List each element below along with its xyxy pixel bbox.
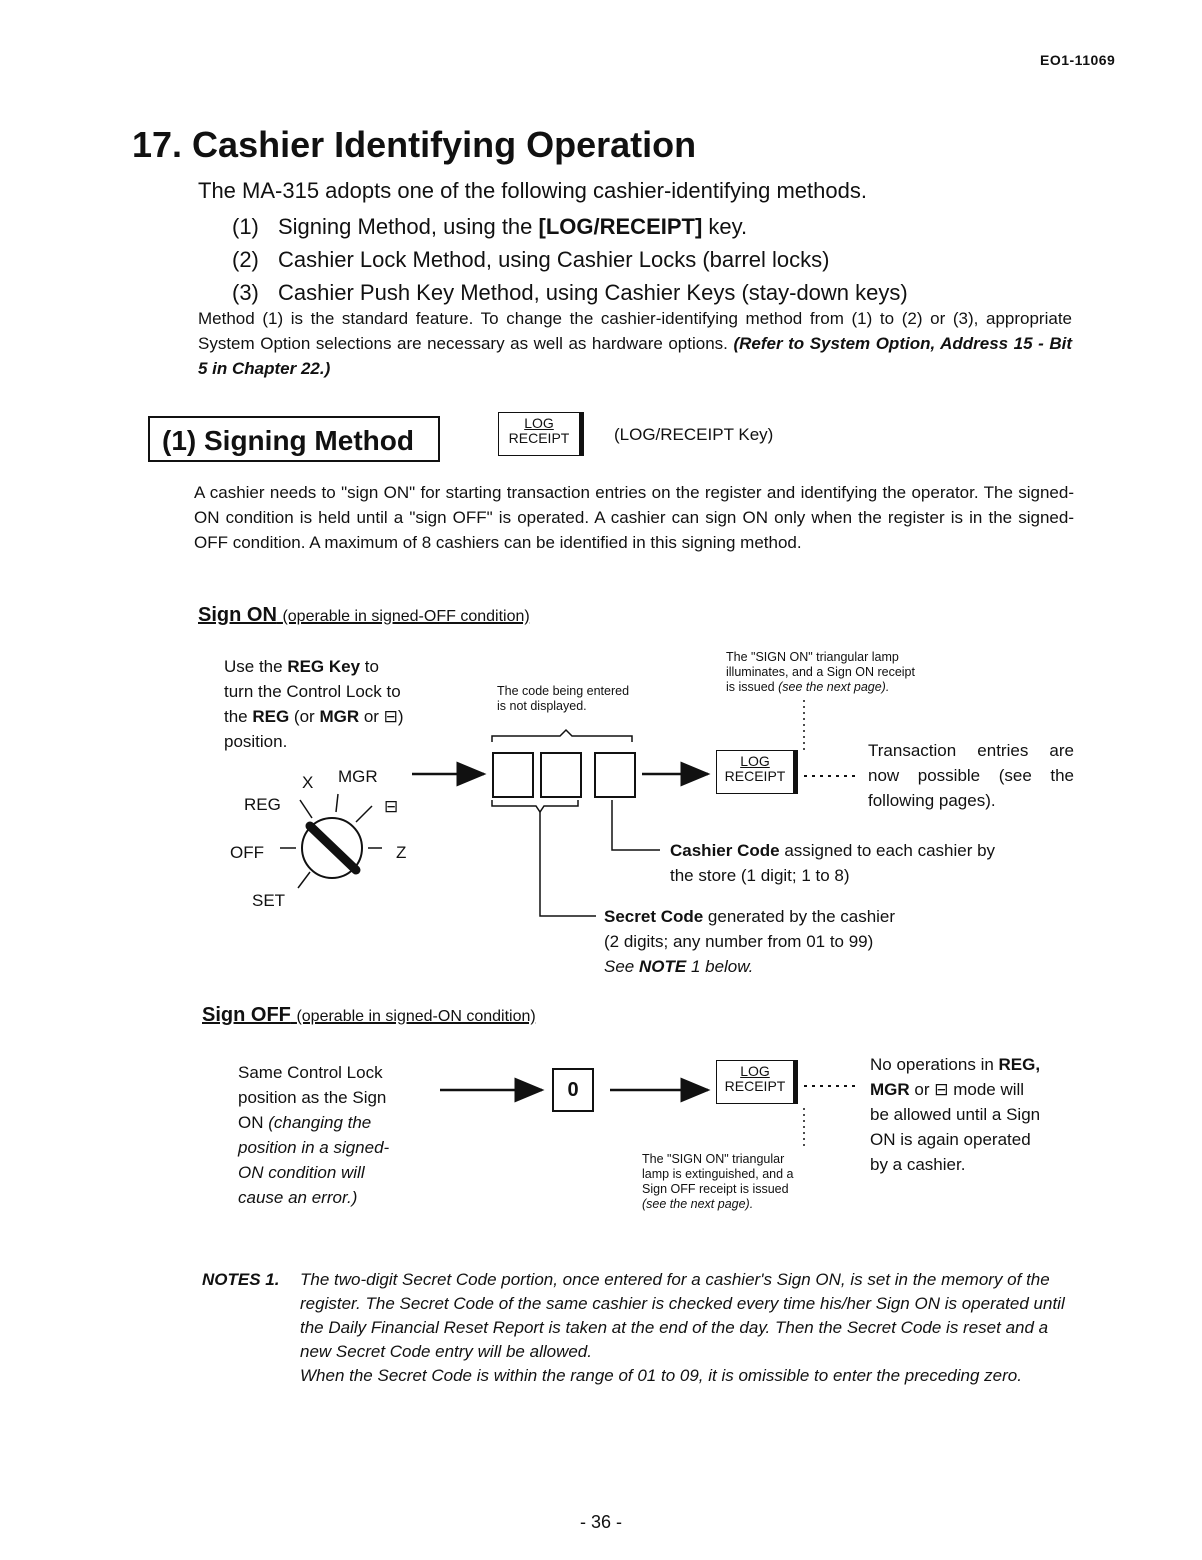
cashier-code-leader: [612, 800, 660, 850]
lock-label-x: X: [302, 773, 314, 792]
sign-off-heading: Sign OFF (operable in signed-ON condition): [202, 1004, 536, 1026]
control-lock-dial: [280, 794, 382, 888]
document-id: EO1-11069: [1040, 52, 1116, 68]
log-receipt-key: LOG RECEIPT: [716, 750, 798, 794]
lock-label-minus: ⊟: [384, 797, 399, 816]
sign-on-result: Transaction entries are now possible (see the following pages).: [868, 741, 1074, 810]
page-number: - 36 -: [579, 1512, 622, 1532]
sign-off-lamp-note: The "SIGN ON" triangular lamp is extinguished, and a Sign OFF receipt is issued (see the next page).: [642, 1152, 794, 1211]
list-item: (2) Cashier Lock Method, using Cashier Locks (barrel locks): [232, 247, 830, 272]
sign-on-instruction: Use the REG Key to turn the Control Lock to the REG (or MGR or ⊟) position.: [224, 657, 404, 751]
lock-label-reg: REG: [244, 795, 281, 814]
sign-on-lamp-note: The "SIGN ON" triangular lamp illuminates, and a Sign ON receipt is issued (see the next page).: [726, 650, 915, 694]
sign-on-heading: Sign ON (operable in signed-OFF condition): [198, 604, 530, 626]
list-item: (1) Signing Method, using the [LOG/RECEIPT] key.: [232, 214, 748, 239]
log-receipt-key: LOG RECEIPT: [716, 1060, 798, 1104]
log-receipt-key: LOG RECEIPT: [498, 412, 584, 456]
method-note: Method (1) is the standard feature. To change the cashier-identifying method from (1) to (2) or (3), appropriate System Option selections are necessary as well as hardware options. (Refer to System Option, Address 15 - Bit 5 in Chapter 22.): [198, 309, 1072, 378]
top-bracket: [492, 730, 632, 742]
list-item: (3) Cashier Push Key Method, using Cashier Keys (stay-down keys): [232, 280, 908, 305]
bottom-bracket: [492, 800, 578, 812]
section-title: 17. Cashier Identifying Operation: [132, 124, 697, 165]
cashier-code-desc: Cashier Code assigned to each cashier by the store (1 digit; 1 to 8): [670, 841, 996, 885]
lock-label-z: Z: [396, 843, 407, 862]
lock-label-set: SET: [252, 891, 286, 910]
signing-paragraph: A cashier needs to "sign ON" for starting transaction entries on the register and identifying the operator. The signed-ON condition is held until a "sign OFF" is operated. A cashier can sign ON only when the register is in the signed-OFF condition. A maximum of 8 cashiers can be identified in this signing method.: [194, 483, 1074, 552]
signing-method-heading: (1) Signing Method: [148, 416, 440, 462]
intro-text: The MA-315 adopts one of the following cashier-identifying methods.: [198, 178, 867, 203]
notes: NOTES 1. The two-digit Secret Code portion, once entered for a cashier's Sign ON, is set in the memory of the register. The Secret Code of the same cashier is checked every time his/her Sign ON is operated until the Daily Financial Reset Report is taken at the end of the day. Then the Secret Code is reset and a new Secret Code entry will be allowed. When the Secret Code is within the range of 01 to 09, it is omissible to enter the preceding zero.: [202, 1270, 1065, 1385]
code-not-displayed-note: The code being entered is not displayed.: [497, 684, 630, 713]
key-caption: (LOG/RECEIPT Key): [614, 425, 774, 444]
lock-label-mgr: MGR: [338, 767, 378, 786]
secret-code-leader: [540, 812, 596, 916]
secret-code-desc: Secret Code generated by the cashier (2 digits; any number from 01 to 99) See NOTE 1 below.: [604, 907, 896, 976]
sign-off-result: No operations in REG, MGR or ⊟ mode will be allowed until a Sign ON is again operated by a cashier.: [870, 1055, 1041, 1174]
sign-off-instruction: Same Control Lock position as the Sign ON (changing the position in a signed- ON condition will cause an error.): [238, 1063, 390, 1207]
zero-key: 0: [552, 1068, 594, 1112]
lock-label-off: OFF: [230, 843, 264, 862]
